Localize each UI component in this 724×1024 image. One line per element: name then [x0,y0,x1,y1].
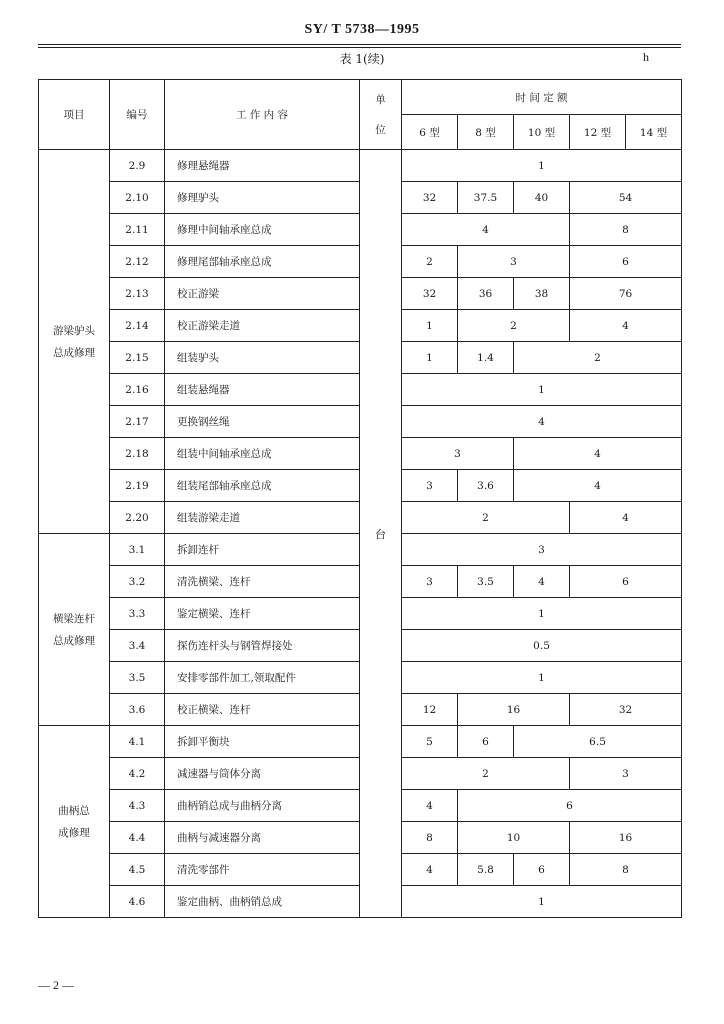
quota-value: 3 [402,534,682,566]
category-cell [39,150,110,534]
row-number: 2.20 [110,502,165,534]
row-work-content: 组装驴头 [165,342,360,374]
page-number: — 2 — [38,978,74,992]
category-line1: 游梁驴头 [53,324,95,337]
header-unit-line2: 位 [375,123,386,136]
row-work-content: 校正横梁、连杆 [165,694,360,726]
row-work-content: 校正游梁 [165,278,360,310]
table-row [39,150,682,182]
quota-value: 1.4 [458,342,514,374]
row-work-content: 探伤连杆头与钢管焊接处 [165,630,360,662]
row-number: 2.19 [110,470,165,502]
row-work-content: 安排零部件加工,领取配件 [165,662,360,694]
category-line2: 总成修理 [53,634,95,647]
quota-value: 3 [402,470,458,502]
row-number: 2.14 [110,310,165,342]
row-number: 4.5 [110,854,165,886]
row-work-content: 清洗横梁、连杆 [165,566,360,598]
quota-value: 4 [570,310,682,342]
row-work-content: 鉴定曲柄、曲柄销总成 [165,886,360,918]
quota-value: 1 [402,598,682,630]
row-work-content: 校正游梁走道 [165,310,360,342]
row-work-content: 拆卸连杆 [165,534,360,566]
header-row [39,80,682,115]
category-line1: 曲柄总 [58,804,90,817]
row-work-content: 曲柄与减速器分离 [165,822,360,854]
row-number: 2.11 [110,214,165,246]
quota-value: 32 [402,278,458,310]
quota-value: 37.5 [458,182,514,214]
quota-value: 6 [458,726,514,758]
header-model: 10 型 [514,115,570,150]
time-quota-table [38,79,682,918]
header-model: 8 型 [458,115,514,150]
row-work-content: 清洗零部件 [165,854,360,886]
row-work-content: 修理中间轴承座总成 [165,214,360,246]
quota-value: 2 [402,758,570,790]
unit-hour-label: h [643,50,649,64]
quota-value: 4 [514,438,682,470]
row-number: 2.12 [110,246,165,278]
category-cell [39,726,110,918]
category-cell [39,534,110,726]
quota-value: 2 [402,246,458,278]
quota-value: 3 [458,246,570,278]
row-number: 2.13 [110,278,165,310]
quota-value: 2 [458,310,570,342]
row-number: 3.3 [110,598,165,630]
quota-value: 8 [570,854,682,886]
row-work-content: 拆卸平衡块 [165,726,360,758]
row-number: 2.15 [110,342,165,374]
category-line1: 横梁连杆 [53,612,95,625]
quota-value: 1 [402,310,458,342]
quota-value: 4 [402,854,458,886]
quota-value: 2 [402,502,570,534]
header-number: 编号 [110,80,165,150]
quota-value: 3 [402,438,514,470]
header-item: 项目 [39,80,110,150]
unit-cell: 台 [360,150,402,918]
quota-value: 38 [514,278,570,310]
row-number: 3.5 [110,662,165,694]
row-work-content: 修理悬绳器 [165,150,360,182]
row-number: 3.6 [110,694,165,726]
quota-value: 12 [402,694,458,726]
quota-value: 1 [402,150,682,182]
quota-value: 3 [570,758,682,790]
row-work-content: 修理驴头 [165,182,360,214]
quota-value: 4 [514,470,682,502]
row-number: 2.18 [110,438,165,470]
quota-value: 4 [402,790,458,822]
quota-value: 4 [514,566,570,598]
row-work-content: 鉴定横梁、连杆 [165,598,360,630]
row-number: 4.4 [110,822,165,854]
header-model: 14 型 [626,115,682,150]
quota-value: 0.5 [402,630,682,662]
row-number: 2.16 [110,374,165,406]
standard-code: SY/ T 5738—1995 [304,22,420,37]
header-rule-bottom [38,47,681,48]
quota-value: 16 [458,694,570,726]
quota-value: 3.6 [458,470,514,502]
quota-value: 40 [514,182,570,214]
header-unit-line1: 单 [375,93,386,106]
category-line2: 总成修理 [53,346,95,359]
quota-value: 6 [570,246,682,278]
header-time-quota: 时 间 定 额 [402,80,682,115]
quota-value: 3.5 [458,566,514,598]
quota-value: 8 [570,214,682,246]
quota-value: 10 [458,822,570,854]
quota-value: 32 [570,694,682,726]
row-number: 2.9 [110,150,165,182]
row-number: 4.6 [110,886,165,918]
quota-value: 5 [402,726,458,758]
row-work-content: 组装游梁走道 [165,502,360,534]
row-number: 2.10 [110,182,165,214]
quota-value: 6 [458,790,682,822]
row-work-content: 更换钢丝绳 [165,406,360,438]
header-model: 6 型 [402,115,458,150]
row-work-content: 修理尾部轴承座总成 [165,246,360,278]
quota-value: 1 [402,342,458,374]
row-number: 3.2 [110,566,165,598]
quota-value: 6 [514,854,570,886]
quota-value: 6 [570,566,682,598]
quota-value: 54 [570,182,682,214]
quota-value: 8 [402,822,458,854]
row-number: 2.17 [110,406,165,438]
header-unit [360,80,402,150]
quota-value: 1 [402,662,682,694]
quota-value: 32 [402,182,458,214]
row-number: 4.1 [110,726,165,758]
row-number: 3.1 [110,534,165,566]
quota-value: 4 [402,214,570,246]
quota-value: 16 [570,822,682,854]
table-title: 表 1(续) [339,52,385,66]
row-number: 3.4 [110,630,165,662]
quota-value: 3 [402,566,458,598]
header-rule-top [38,44,681,45]
row-work-content: 组装尾部轴承座总成 [165,470,360,502]
quota-value: 4 [402,406,682,438]
category-line2: 成修理 [58,826,90,839]
row-number: 4.3 [110,790,165,822]
quota-value: 2 [514,342,682,374]
header-work: 工 作 内 容 [165,80,360,150]
quota-value: 36 [458,278,514,310]
row-number: 4.2 [110,758,165,790]
quota-value: 5.8 [458,854,514,886]
row-work-content: 组装悬绳器 [165,374,360,406]
quota-value: 76 [570,278,682,310]
row-work-content: 曲柄销总成与曲柄分离 [165,790,360,822]
row-work-content: 减速器与筒体分离 [165,758,360,790]
header-model: 12 型 [570,115,626,150]
quota-value: 4 [570,502,682,534]
quota-value: 1 [402,374,682,406]
quota-value: 1 [402,886,682,918]
quota-value: 6.5 [514,726,682,758]
row-work-content: 组装中间轴承座总成 [165,438,360,470]
